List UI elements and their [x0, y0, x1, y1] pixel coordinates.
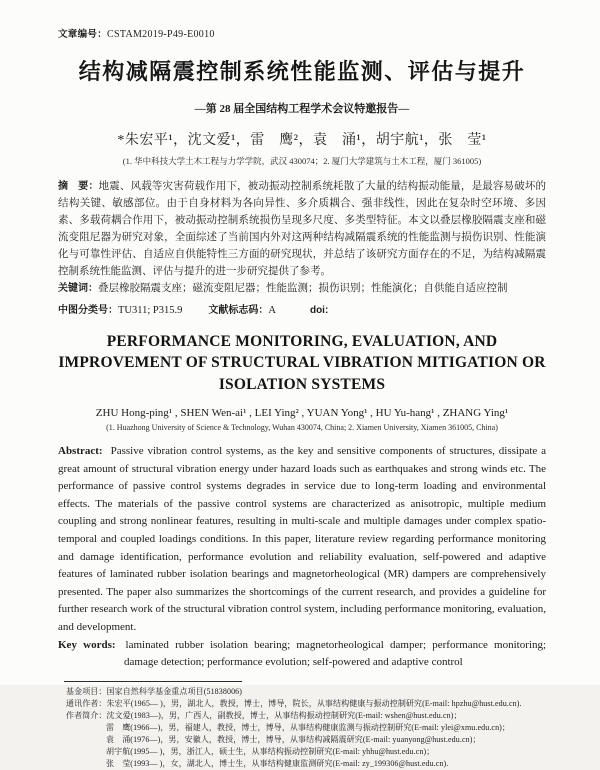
footnote-author-bio — [66, 710, 546, 722]
affiliation-zh: (1. 华中科技大学土木工程与力学学院，武汉 430074；2. 厦门大学建筑与土木工程，厦门 361005) — [122, 156, 482, 166]
abstract-en-label: Abstract: — [58, 445, 103, 458]
paper-title-zh: 结构减隔震控制系统性能监测、评估与提升 — [78, 59, 526, 84]
keywords-zh-text: 叠层橡胶隔震支座；磁流变阻尼器；性能监测；损伤识别；性能演化；自供能自适应控制 — [98, 283, 508, 295]
footnote-corr-text: 朱宏平(1965— )，男，湖北人，教授，博士，博导，院长，从事结构健康与振动控制研究(E-mail: hpzhu@hust.edu.cn). — [106, 698, 522, 708]
footnote-bio-item: 张 莹(1993— )，女，湖北人，博士生，从事结构健康监测研究(E-mail: zy_199306@hust.edu.cn). — [106, 758, 449, 768]
article-number-label: 文章编号： — [58, 29, 108, 40]
footnote-bio-item: 袁 涌(1976—)，男，安徽人，教授，博士，博导，从事结构减隔震研究(E-mail: yuanyong@hust.edu.cn)； — [106, 734, 481, 744]
abstract-zh-text: 地震、风载等灾害荷载作用下，被动振动控制系统耗散了大量的结构振动能量，是最容易破坏的结构关键、敏感部位。由于自身材料为各向异性、多介质耦合、强非线性，因此在复杂时空环境、多因素、多载荷耦合作用下，被动振动控制系统损伤呈现多尺度、多类型特征。本文以叠层橡胶隔震支座和磁流变阻尼器为研究对象，全面综述了当前国内外对这两种结构减隔震系统的性能监测与损伤识别、性能演化与可靠性评估、自适应自供能特性三方面的研究现状，并总结了该研究方面存在的不足，为结构减隔震控制系统性能监测、评估与提升的进一步研究提供了参考。 — [58, 181, 547, 278]
keywords-en — [58, 637, 546, 672]
abstract-en-text: Passive vibration control systems, as the key and sensitive components of structures, dissipate a great amount of structural vibration energy under hazard loads such as earthquakes and strong winds etc. The performance of passive control systems degrades in service due to long-term loading and environmental effects. The materials of the passive control systems are characterized as anisotropic, multiple medium coupling and strong nonlinear features, resulting in multi-scale and multiple damages under complex spatio-temporal and coupled loadings conditions. In this paper, literature review regarding performance monitoring and damage identification, performance evolution and reliability evaluation, self-powered and adaptive features of laminated rubber isolation bearings and magnetorheological (MR) dampers are comprehensively presented. The paper also summarizes the shortcomings of the current research, and provides a guideline for further research work of the structural vibration control system, including performance monitoring, evaluation, and development. — [58, 445, 546, 634]
footnote-bio-label: 作者简介： — [66, 710, 107, 720]
abstract-en — [58, 443, 546, 637]
doc-code-label: 文献标志码： — [208, 304, 269, 316]
authors-en: ZHU Hong-ping¹ , SHEN Wen-ai¹ , LEI Ying² , YUAN Yong¹ , HU Yu-hang¹ , ZHANG Ying¹ — [95, 407, 509, 420]
keywords-zh-label: 关键词： — [58, 283, 98, 295]
clc-label: 中图分类号： — [58, 304, 118, 316]
paper-subtitle-zh: —第 28 届全国结构工程学术会议特邀报告— — [194, 103, 410, 115]
paper-title-en: PERFORMANCE MONITORING, EVALUATION, AND IMPROVEMENT OF STRUCTURAL VIBRATION MITIGATION OR ISOLATION SYSTEMS — [58, 332, 546, 393]
abstract-zh — [58, 178, 546, 280]
footnote-bio-list — [66, 722, 546, 770]
abstract-zh-label: 摘 要： — [58, 181, 99, 192]
keywords-en-text: laminated rubber isolation bearing; magnetorheological damper; performance monitoring; damage detection; performance evolution; self-powered and adaptive control — [124, 638, 546, 669]
affiliation-en: (1. Huazhong University of Science & Technology, Wuhan 430074, China; 2. Xiamen University, Xiamen 361005, China) — [106, 423, 498, 433]
footnote-divider — [64, 681, 242, 682]
footnote-bio-item: 雷 鹰(1966—)，男，福建人，教授，博士，博导，从事结构健康监测与振动控制研究(E-mail: ylei@xmu.edu.cn)； — [106, 722, 511, 732]
doc-code-value: A — [268, 304, 276, 316]
clc-value: TU311; P315.9 — [118, 304, 183, 316]
doi-label: doi: — [309, 304, 329, 316]
footnote-corr-label: 通讯作者： — [66, 698, 107, 708]
footnote-corresponding-author — [66, 698, 546, 710]
article-number — [58, 26, 546, 40]
footnote-bio-item: 胡宇航(1995— )，男，浙江人，硕士生，从事结构振动控制研究(E-mail: yhhu@hust.edu.cn)； — [106, 746, 435, 756]
keywords-en-label: Key words: — [58, 638, 116, 651]
footnote-fund — [66, 686, 546, 698]
keywords-zh — [58, 281, 546, 298]
footnote-bio-text: 沈文爱(1983—)，男，广西人，副教授，博士，从事结构振动控制研究(E-mail: wshen@hust.edu.cn)； — [106, 710, 462, 720]
footnote-fund-text: 国家自然科学基金重点项目(51838006) — [106, 686, 243, 696]
authors-zh: *朱宏平¹，沈文爱¹，雷 鹰²，袁 涌¹，胡宇航¹，张 莹¹ — [117, 133, 487, 148]
classification-line — [58, 301, 546, 316]
footnotes — [58, 686, 546, 770]
article-number-value: CSTAM2019-P49-E0010 — [107, 29, 215, 40]
footnote-fund-label: 基金项目： — [66, 686, 107, 696]
